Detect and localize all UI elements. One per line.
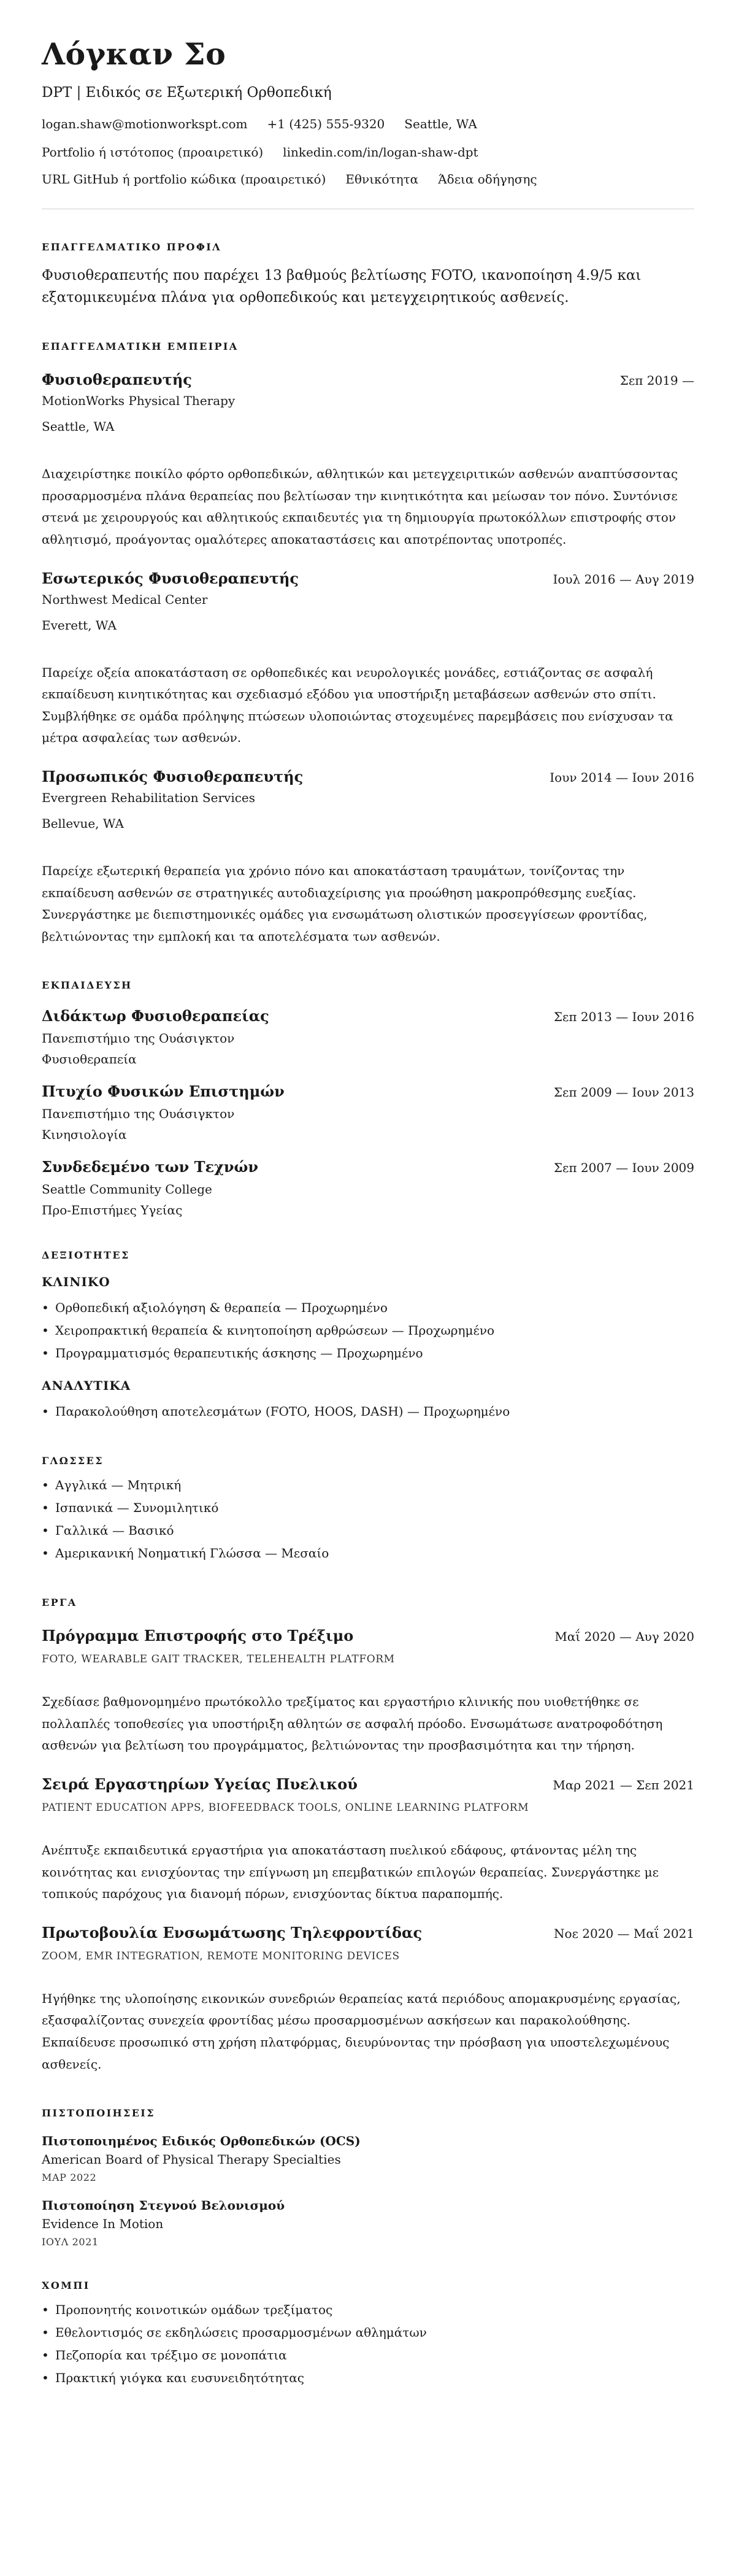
experience-entry: [42, 768, 694, 947]
project-tech: PATIENT EDUCATION APPS, BIOFEEDBACK TOOLS, ONLINE LEARNING PLATFORM: [42, 1802, 529, 1814]
skill-item: • Ορθοπεδική αξιολόγηση & θεραπεία — Προχωρημένο: [42, 1297, 694, 1319]
profile-title: ΕΠΑΓΓΕΛΜΑΤΙΚΟ ΠΡΟΦΙΛ: [42, 241, 221, 253]
languages-section: [42, 1455, 694, 1565]
certification-name: Πιστοποίηση Στεγνού Βελονισμού: [42, 2198, 285, 2213]
project-tech: ZOOM, EMR INTEGRATION, REMOTE MONITORING DEVICES: [42, 1949, 400, 1962]
languages-list: [42, 1474, 694, 1565]
profile-summary: Φυσιοθεραπευτής που παρέχει 13 βαθμούς βελτίωσης FOTO, ικανοποίηση 4.9/5 και εξατομικευμένα πλάνα για ορθοπεδικούς και μετεγχειρητικούς ασθενείς.: [42, 267, 642, 306]
skill-category-clinical: ΚΛΙΝΙΚΟ: [42, 1275, 110, 1290]
school-name: Πανεπιστήμιο της Ουάσιγκτον: [42, 1031, 235, 1046]
project-dates: Μαρ 2021 — Σεπ 2021: [553, 1778, 694, 1793]
contact-row-extra: [42, 172, 694, 187]
experience-entry: [42, 569, 694, 749]
language-item: • Γαλλικά — Βασικό: [42, 1519, 694, 1542]
resume-header: [42, 38, 694, 187]
skill-item: • Χειροπρακτική θεραπεία & κινητοποίηση αρθρώσεων — Προχωρημένο: [42, 1319, 694, 1342]
certification-entry: [42, 2134, 694, 2183]
contact-phone[interactable]: +1 (425) 555-9320: [267, 116, 385, 131]
certifications-title: ΠΙΣΤΟΠΟΙΗΣΕΙΣ: [42, 2107, 155, 2119]
contact-portfolio[interactable]: Portfolio ή ιστότοπος (προαιρετικό): [42, 144, 264, 160]
analytics-skills-list: [42, 1400, 694, 1423]
contact-email[interactable]: logan.shaw@motionworkspt.com: [42, 116, 248, 131]
projects-title: ΕΡΓΑ: [42, 1597, 77, 1609]
experience-entry: [42, 371, 694, 550]
language-item: • Αγγλικά — Μητρική: [42, 1474, 694, 1497]
degree-name: Διδάκτωρ Φυσιοθεραπείας: [42, 1007, 269, 1025]
project-tech: FOTO, WEARABLE GAIT TRACKER, TELEHEALTH PLATFORM: [42, 1653, 395, 1666]
job-company: Northwest Medical Center: [42, 592, 208, 607]
school-name: Πανεπιστήμιο της Ουάσιγκτον: [42, 1106, 235, 1122]
degree-field: Προ-Επιστήμες Υγείας: [42, 1203, 183, 1218]
degree-name: Πτυχίο Φυσικών Επιστημών: [42, 1082, 285, 1101]
contact-github[interactable]: URL GitHub ή portfolio κώδικα (προαιρετικό): [42, 171, 326, 187]
education-entry: [42, 1007, 694, 1066]
job-role: Εσωτερικός Φυσιοθεραπευτής: [42, 569, 299, 587]
candidate-headline: DPT | Ειδικός σε Εξωτερική Ορθοπεδική: [42, 84, 332, 101]
skill-category-analytics: ΑΝΑΛΥΤΙΚΑ: [42, 1378, 131, 1394]
hobbies-section: [42, 2280, 694, 2389]
hobbies-list: [42, 2299, 694, 2389]
job-role: Φυσιοθεραπευτής: [42, 371, 192, 389]
project-description: Ηγήθηκε της υλοποίησης εικονικών συνεδριών θεραπείας κατά περιόδους απομακρυσμένης εργασίας, εξασφαλίζοντας συνεχεία φροντίδας μέσω προσαρμοσμένων ασκήσεων και παρακολούθησης. Εκπαίδευσε προσωπικό στη χρήση πλατφόρμας, διευρύνοντας την πρόσβαση για υποστελεχωμένους ασθενείς.: [42, 1991, 681, 2072]
project-name: Σειρά Εργαστηρίων Υγείας Πυελικού: [42, 1775, 358, 1794]
hobby-item: • Πρακτική γιόγκα και ευσυνειδητότητας: [42, 2367, 694, 2389]
project-entry: [42, 1627, 694, 1757]
education-title: ΕΚΠΑΙΔΕΥΣΗ: [42, 979, 132, 992]
contact-nationality: Εθνικότητα: [345, 171, 419, 187]
experience-title: ΕΠΑΓΓΕΛΜΑΤΙΚΗ ΕΜΠΕΙΡΙΑ: [42, 341, 239, 353]
hobby-item: • Εθελοντισμός σε εκδηλώσεις προσαρμοσμένων αθλημάτων: [42, 2321, 694, 2344]
certification-entry: [42, 2198, 694, 2248]
project-dates: Νοε 2020 — Μαΐ 2021: [554, 1926, 694, 1941]
contact-location: Seattle, WA: [404, 116, 477, 131]
experience-section: [42, 341, 694, 947]
project-description: Σχεδίασε βαθμονομημένο πρωτόκολλο τρεξίματος και εργαστήριο κλινικής που υιοθετήθηκε σε πολλαπλές τοποθεσίες για υποστήριξη αθλητών σε ασφαλή πρόοδο. Ενσωμάτωσε ανατροφοδότηση ασθενών για βελτίωση του προγράμματος, βελτιώνοντας την προσβασιμότητα και την τήρηση.: [42, 1694, 663, 1753]
hobby-item: • Πεζοπορία και τρέξιμο σε μονοπάτια: [42, 2344, 694, 2367]
degree-dates: Σεπ 2013 — Ιουν 2016: [553, 1009, 694, 1025]
certification-issuer: American Board of Physical Therapy Specialties: [42, 2152, 341, 2167]
degree-field: Κινησιολογία: [42, 1127, 127, 1143]
projects-section: [42, 1597, 694, 2075]
skills-title: ΔΕΞΙΟΤΗΤΕΣ: [42, 1249, 130, 1262]
job-location: Seattle, WA: [42, 419, 115, 434]
education-entry: [42, 1158, 694, 1217]
education-entry: [42, 1082, 694, 1142]
project-entry: [42, 1775, 694, 1905]
degree-name: Συνδεδεμένο των Τεχνών: [42, 1158, 259, 1176]
skill-item: • Παρακολούθηση αποτελεσμάτων (FOTO, HOOS, DASH) — Προχωρημένο: [42, 1400, 694, 1423]
education-section: [42, 979, 694, 1217]
job-dates: Ιουλ 2016 — Αυγ 2019: [553, 571, 694, 587]
contact-row-links: [42, 145, 694, 160]
candidate-name: Λόγκαν Σο: [42, 36, 226, 72]
job-company: Evergreen Rehabilitation Services: [42, 790, 256, 805]
school-name: Seattle Community College: [42, 1182, 212, 1197]
job-location: Bellevue, WA: [42, 816, 124, 831]
language-item: • Ισπανικά — Συνομιλητικό: [42, 1497, 694, 1519]
certification-date: ΙΟΥΛ 2021: [42, 2236, 99, 2248]
clinical-skills-list: [42, 1297, 694, 1365]
degree-dates: Σεπ 2007 — Ιουν 2009: [553, 1160, 694, 1176]
project-name: Πρόγραμμα Επιστροφής στο Τρέξιμο: [42, 1627, 354, 1645]
profile-section: [42, 241, 694, 309]
degree-dates: Σεπ 2009 — Ιουν 2013: [553, 1085, 694, 1100]
job-dates: Σεπ 2019 —: [619, 373, 694, 388]
certification-issuer: Evidence In Motion: [42, 2216, 164, 2232]
job-description: Παρείχε οξεία αποκατάσταση σε ορθοπεδικές και νευρολογικές μονάδες, εστιάζοντας σε ασφαλή εκπαίδευση κινητικότητας και σχεδιασμό εξόδου για υποστήριξη μεταβάσεων ασθενών στο σπίτι. Συμβλήθηκε σε ομάδα πρόληψης πτώσεων υλοποιώντας στοχευμένες παρεμβάσεις που ενίσχυσαν τα μέτρα ασφαλείας των ασθενών.: [42, 665, 673, 746]
language-item: • Αμερικανική Νοηματική Γλώσσα — Μεσαίο: [42, 1542, 694, 1565]
hobbies-title: ΧΟΜΠΙ: [42, 2280, 90, 2292]
project-description: Ανέπτυξε εκπαιδευτικά εργαστήρια για αποκατάσταση πυελικού εδάφους, φτάνοντας μέλη της κοινότητας και ενισχύοντας την επίγνωση μη επεμβατικών επιλογών θεραπείας. Συνεργάστηκε με τοπικούς παρόχους για διανομή πόρων, ενισχύοντας δίκτυα παραπομπής.: [42, 1843, 659, 1902]
project-name: Πρωτοβουλία Ενσωμάτωσης Τηλεφροντίδας: [42, 1923, 423, 1942]
contact-row-primary: [42, 117, 694, 131]
languages-title: ΓΛΩΣΣΕΣ: [42, 1455, 104, 1467]
project-dates: Μαΐ 2020 — Αυγ 2020: [554, 1629, 694, 1645]
contact-linkedin[interactable]: linkedin.com/in/logan-shaw-dpt: [283, 144, 478, 160]
skill-item: • Προγραμματισμός θεραπευτικής άσκησης — Προχωρημένο: [42, 1342, 694, 1365]
contact-driving-license: Άδεια οδήγησης: [438, 171, 537, 187]
certifications-section: [42, 2107, 694, 2248]
job-description: Παρείχε εξωτερική θεραπεία για χρόνιο πόνο και αποκατάσταση τραυμάτων, τονίζοντας την εκπαίδευση ασθενών σε στρατηγικές αυτοδιαχείρισης για προώθηση μακροπρόθεσμης ευεξίας. Συνεργάστηκε με διεπιστημονικές ομάδες για ενσωμάτωση ολιστικών προσεγγίσεων φροντίδας, βελτιώνοντας την εμπλοκή και τα αποτελέσματα των ασθενών.: [42, 863, 648, 944]
job-dates: Ιουν 2014 — Ιουν 2016: [550, 769, 694, 785]
degree-field: Φυσιοθεραπεία: [42, 1052, 137, 1067]
job-company: MotionWorks Physical Therapy: [42, 393, 236, 409]
job-description: Διαχειρίστηκε ποικίλο φόρτο ορθοπεδικών, αθλητικών και μετεγχειριτικών ασθενών αναπτύσσοντας προσαρμοσμένα πλάνα θεραπείας που βελτίωσαν την κινητικότητα και μείωσαν τον πόνο. Συντόνισε στενά με χειρουργούς και αθλητικούς εκπαιδευτές για τη δημιουργία πρωτοκόλλων επιστροφής στον αθλητισμό, προάγοντας ομαλότερες αποκαταστάσεις και αποτρέποντας υποτροπές.: [42, 466, 678, 547]
project-entry: [42, 1924, 694, 2075]
skills-section: [42, 1249, 694, 1423]
job-role: Προσωπικός Φυσιοθεραπευτής: [42, 767, 304, 785]
certification-date: ΜΑΡ 2022: [42, 2172, 97, 2184]
certification-name: Πιστοποιημένος Ειδικός Ορθοπεδικών (OCS): [42, 2134, 361, 2149]
job-location: Everett, WA: [42, 617, 117, 633]
hobby-item: • Προπονητής κοινοτικών ομάδων τρεξίματος: [42, 2299, 694, 2321]
